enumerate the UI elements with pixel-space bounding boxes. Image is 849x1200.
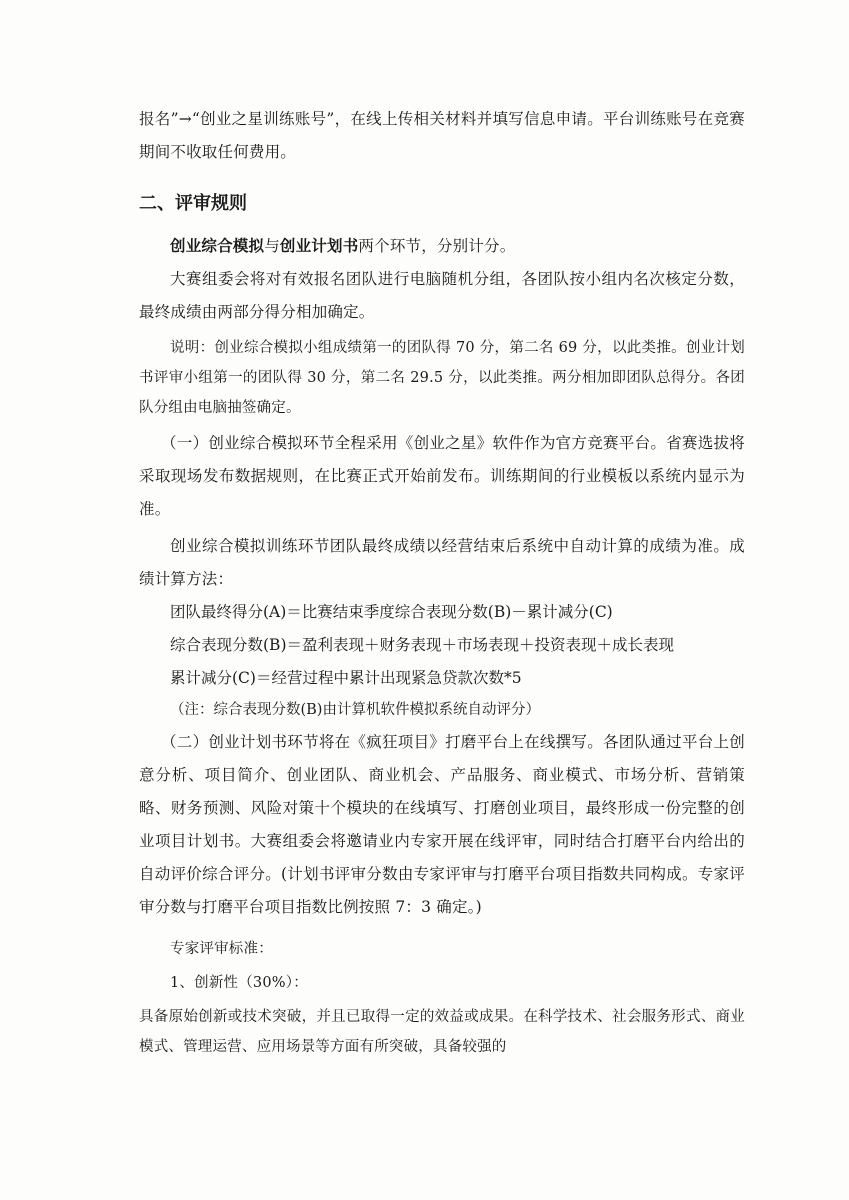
two-parts-tail: 两个环节，分别计分。 (358, 237, 516, 255)
formula-note: （注：综合表现分数(B)由计算机软件模拟系统自动评分） (170, 702, 540, 718)
bold-term-simulation: 创业综合模拟 (170, 236, 265, 255)
score-method-paragraph: 创业综合模拟训练环节团队最终成绩以经营结束后系统中自动计算的成绩为准。成绩计算方法： (139, 537, 745, 588)
expert-criteria-label: 专家评审标准： (170, 941, 273, 957)
two-parts-paragraph (139, 229, 745, 263)
formula-performance-score: 综合表现分数(B)＝盈利表现＋财务表现＋市场表现＋投资表现＋成长表现 (170, 636, 674, 654)
document-body (139, 103, 745, 1062)
explanation-paragraph: 说明：创业综合模拟小组成绩第一的团队得 70 分，第二名 69 分，以此类推。创业计划书评审小组第一的团队得 30 分，第二名 29.5 分，以此类推。两分相加即团队总得分。各团队分组由电脑抽签确定。 (139, 340, 745, 416)
formula-final-score: 团队最终得分(A)＝比赛结束季度综合表现分数(B)－累计减分(C) (170, 603, 613, 621)
formula-deduction: 累计减分(C)＝经营过程中累计出现紧急贷款次数*5 (170, 669, 522, 687)
intro-paragraph: 报名”→“创业之星训练账号”，在线上传相关材料并填写信息申请。平台训练账号在竞赛期间不收取任何费用。 (139, 110, 745, 161)
section-heading-review-rules: 二、评审规则 (139, 193, 247, 214)
criteria-item-innovation: 1、创新性（30%）： (170, 975, 308, 991)
section-1-paragraph: （一）创业综合模拟环节全程采用《创业之星》软件作为官方竞赛平台。省赛选拔将采取现场发布数据规则，在比赛正式开始前发布。训练期间的行业模板以系统内显示为准。 (139, 434, 745, 518)
grouping-paragraph: 大赛组委会将对有效报名团队进行电脑随机分组，各团队按小组内名次核定分数，最终成绩由两部分得分相加确定。 (139, 270, 745, 321)
connector-text: 与 (264, 237, 280, 255)
bold-term-business-plan: 创业计划书 (279, 236, 359, 255)
section-2-paragraph: （二）创业计划书环节将在《疯狂项目》打磨平台上在线撰写。各团队通过平台上创意分析、项目简介、创业团队、商业机会、产品服务、商业模式、市场分析、营销策略、财务预测、风险对策十个模块的在线填写、打磨创业项目，最终形成一份完整的创业项目计划书。大赛组委会将邀请业内专家开展在线评审，同时结合打磨平台内给出的自动评价综合评分。(计划书评审分数由专家评审与打磨平台项目指数共同构成。专家评审分数与打磨平台项目指数比例按照 7：3 确定。) (139, 733, 745, 916)
criteria-item-innovation-desc: 具备原始创新或技术突破，并且已取得一定的效益或成果。在科学技术、社会服务形式、商业模式、管理运营、应用场景等方面有所突破，具备较强的 (139, 1009, 745, 1055)
